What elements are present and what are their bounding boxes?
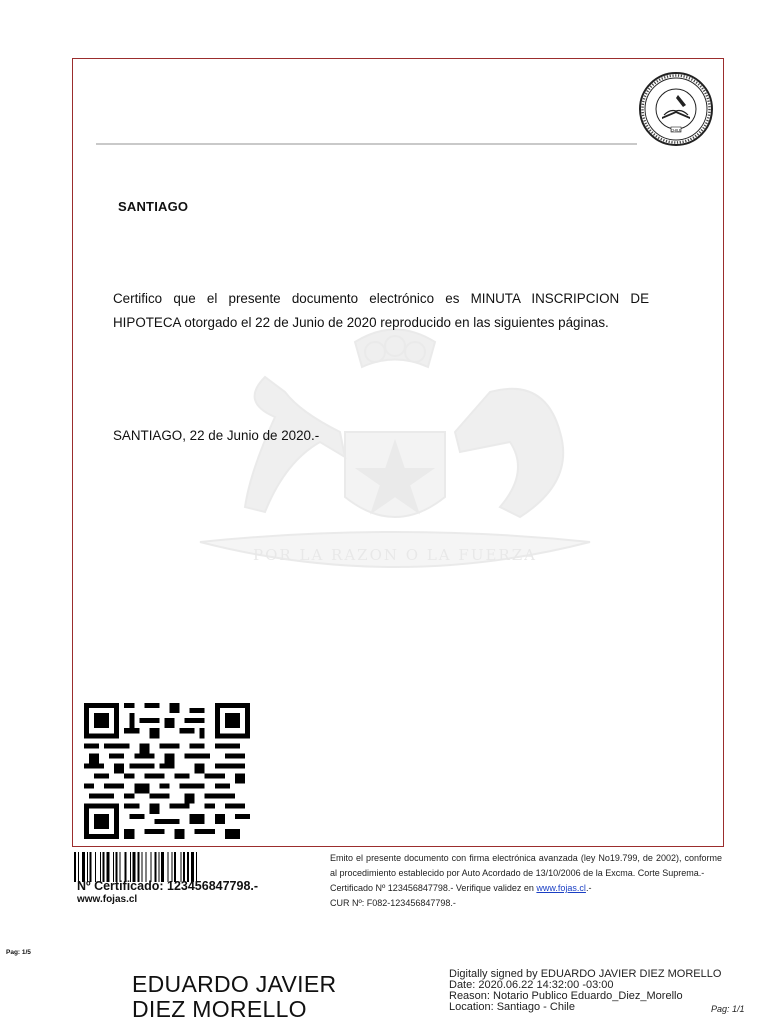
verify-suffix: .- xyxy=(585,883,592,893)
signer-name-line2: DIEZ MORELLO xyxy=(132,996,307,1022)
signer-name-line1: EDUARDO JAVIER xyxy=(132,971,337,997)
notary-seal-icon xyxy=(638,71,714,147)
verify-link[interactable]: www.fojas.cl xyxy=(536,883,586,893)
watermark-motto: POR LA RAZON O LA FUERZA xyxy=(253,546,537,564)
signature-reason: Reason: Notario Publico Eduardo_Diez_Morello xyxy=(449,990,683,1002)
certification-text: Certifico que el presente documento electrónico es MINUTA INSCRIPCION DE HIPOTECA otorgado el 22 de Junio de 2020 reproducido en las siguientes páginas. xyxy=(113,291,649,330)
signed-by: Digitally signed by EDUARDO JAVIER DIEZ MORELLO xyxy=(449,968,722,980)
cur-number: CUR Nº: F082-123456847798.- xyxy=(330,898,456,908)
verify-prefix: Certificado Nº 123456847798.- Verifique validez en xyxy=(330,883,537,893)
website-label: www.fojas.cl xyxy=(77,894,138,905)
digital-signature-block xyxy=(449,969,721,1013)
coat-of-arms-watermark xyxy=(170,322,620,592)
signature-page: Pag: 1/1 xyxy=(711,1004,745,1014)
page-number: Pag: 1/5 xyxy=(6,949,31,956)
signature-date: Date: 2020.06.22 14:32:00 -03:00 xyxy=(449,979,614,991)
city-heading: SANTIAGO xyxy=(118,199,189,214)
qr-code xyxy=(84,703,250,839)
header-divider xyxy=(96,143,637,145)
legal-notice xyxy=(330,851,722,911)
signer-name xyxy=(132,972,336,1022)
signature-location: Location: Santiago - Chile xyxy=(449,1001,575,1013)
verify-line xyxy=(330,881,722,896)
place-date: SANTIAGO, 22 de Junio de 2020.- xyxy=(113,428,320,443)
seal-text: CHILE xyxy=(670,128,682,133)
barcode xyxy=(74,852,254,882)
certificate-number: Nº Certificado: 123456847798.- xyxy=(77,879,259,893)
legal-text: Emito el presente documento con firma electrónica avanzada (ley No19.799, de 2002), conforme al procedimiento establecido por Auto Acordado de 13/10/2006 de la Excma. Corte Suprema.- xyxy=(330,853,722,878)
